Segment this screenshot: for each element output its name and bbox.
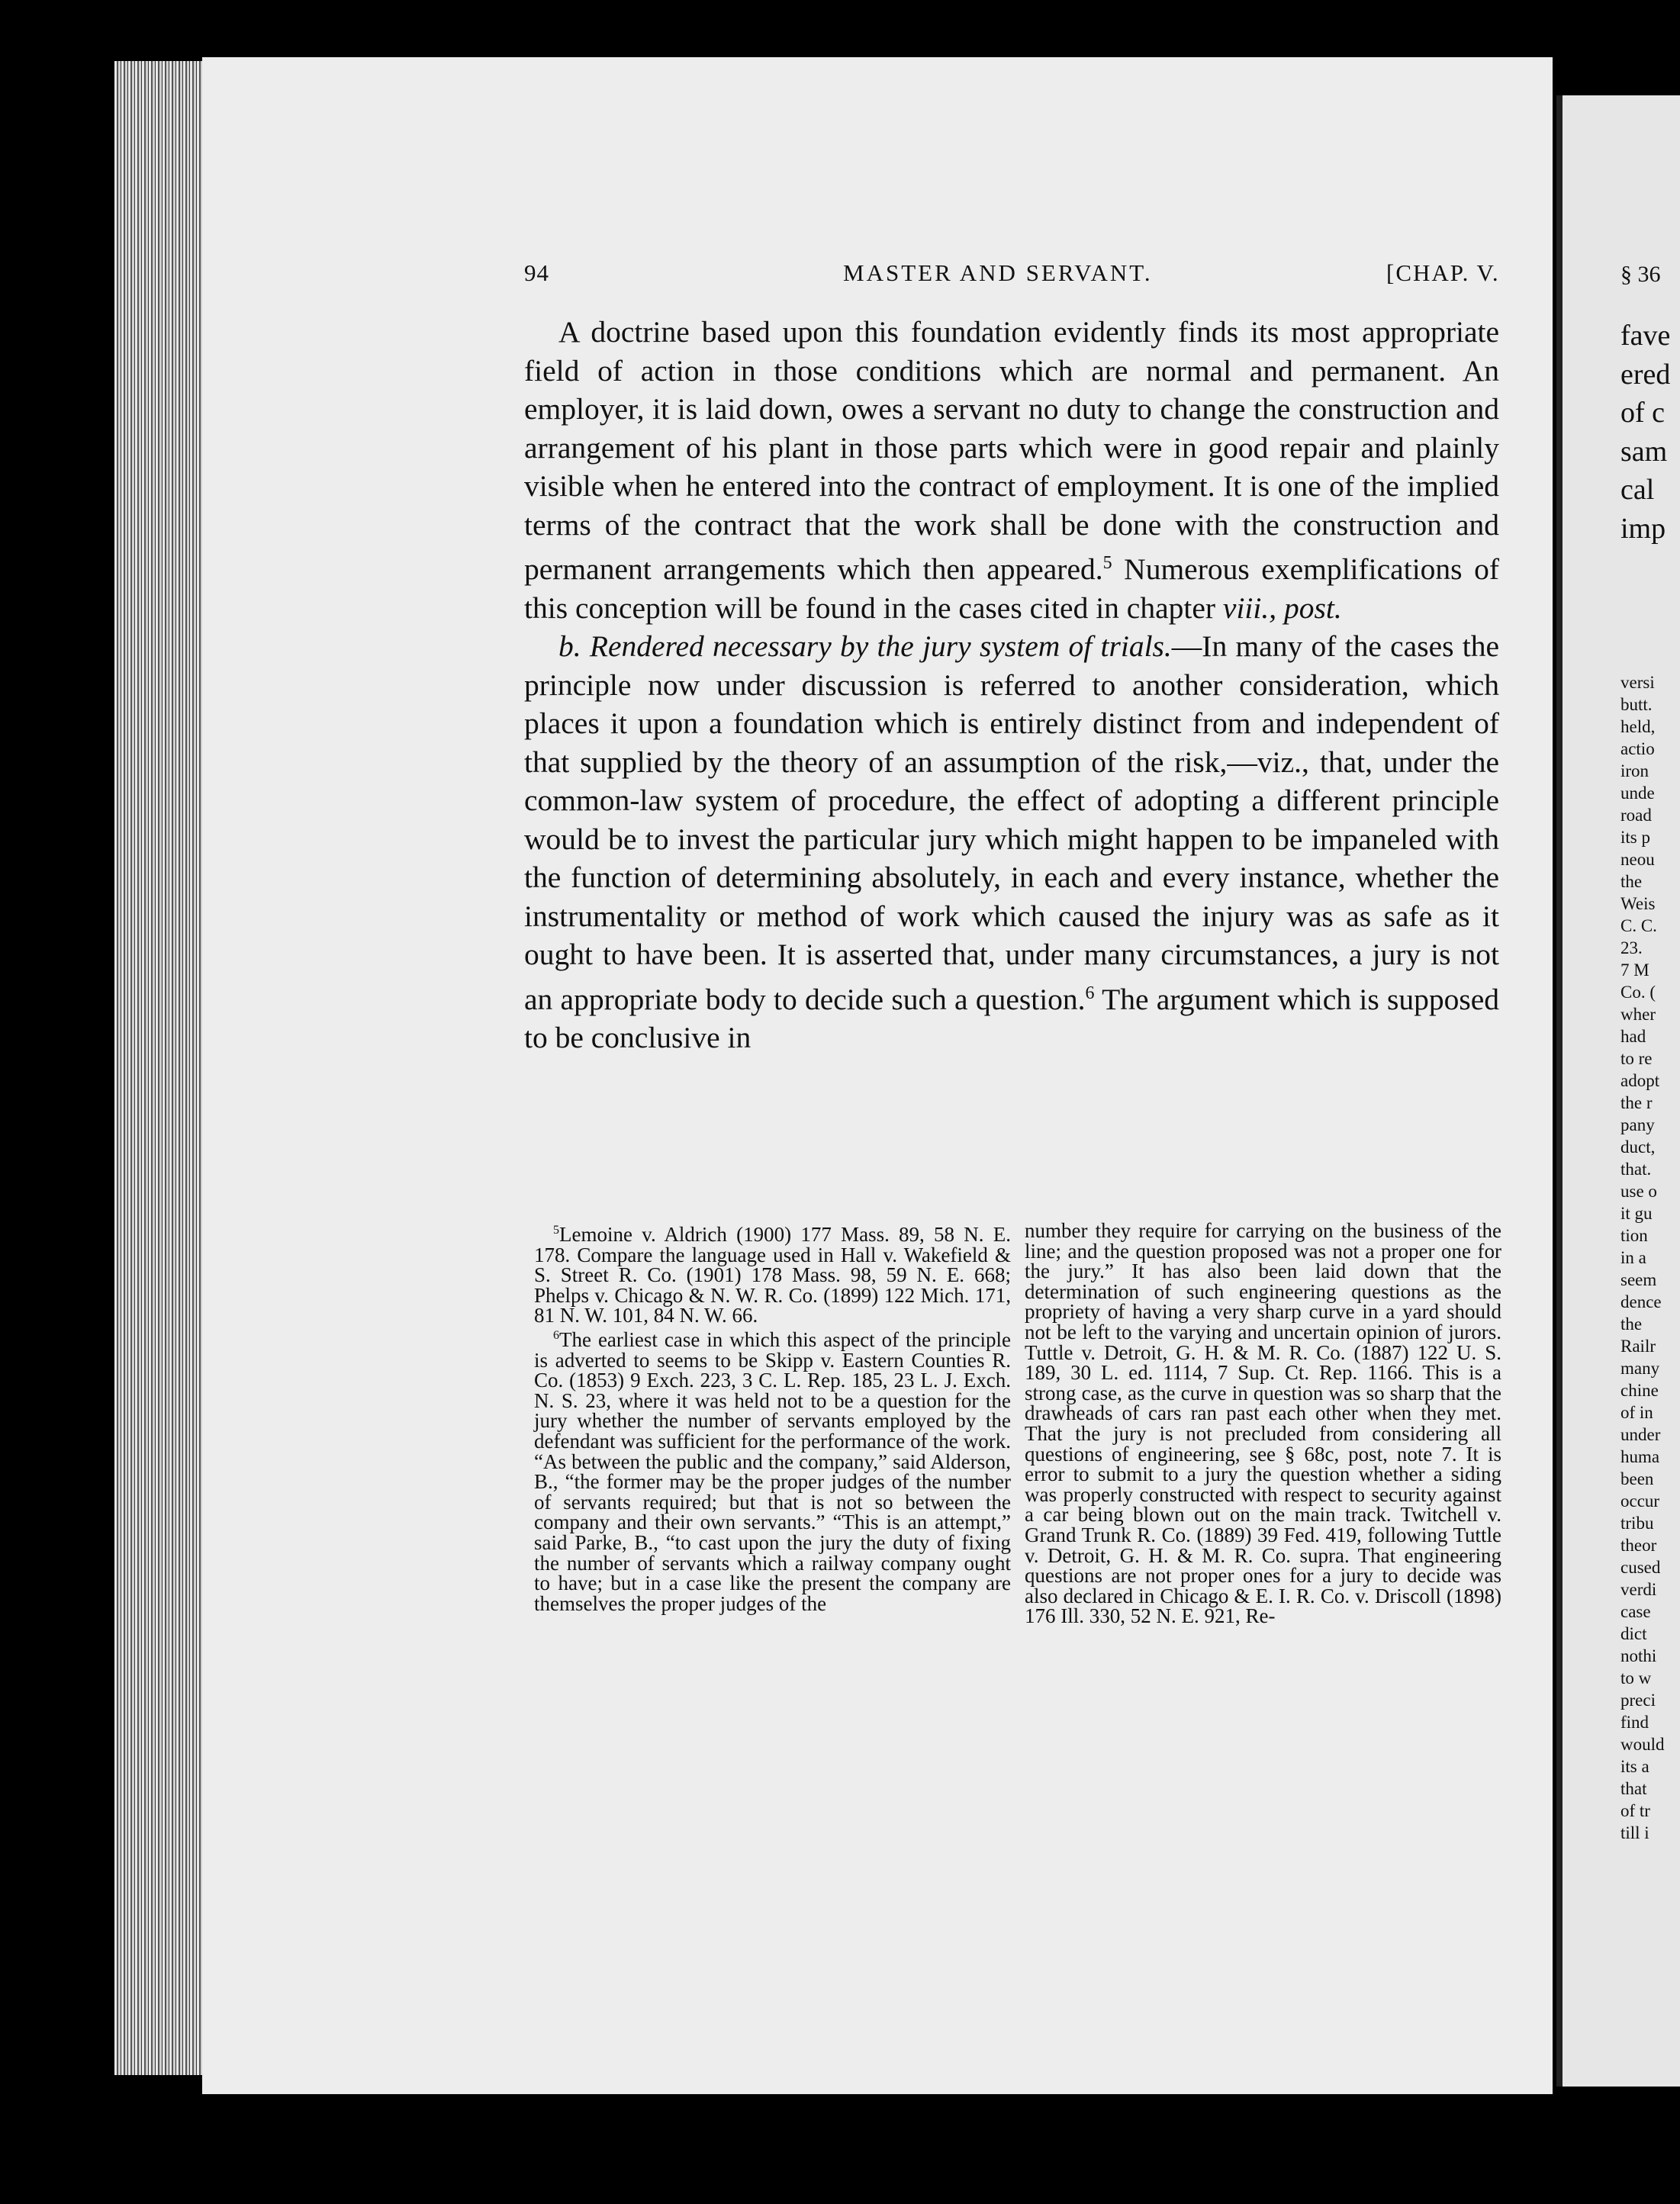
- facing-footnote-line: preci: [1620, 1691, 1656, 1710]
- header-title: MASTER AND SERVANT.: [843, 259, 1153, 286]
- facing-footnote-line: find: [1620, 1713, 1649, 1732]
- facing-footnote-line: its a: [1620, 1757, 1649, 1776]
- facing-footnote-line: cused: [1620, 1558, 1661, 1577]
- facing-page-head: § 36: [1620, 262, 1661, 287]
- footnote-column-right: [1025, 1221, 1501, 1626]
- facing-footnote-line: verdi: [1620, 1580, 1657, 1599]
- facing-footnote-line: iron: [1620, 761, 1649, 780]
- footnote: [1025, 1221, 1501, 1626]
- facing-footnote-line: C. C.: [1620, 916, 1657, 935]
- facing-footnote-line: the: [1620, 1314, 1643, 1334]
- facing-footnote-line: that.: [1620, 1160, 1652, 1179]
- footnote-text: Lemoine v. Aldrich (1900) 177 Mass. 89, 58 N. E. 178. Compare the language used in Hall v. Wakefield & S. Street R. Co. (1901) 178 Mass. 98, 59 N. E. 668; Phelps v. Chicago & N. W. R. Co. (1899) 122 Mich. 171, 81 N. W. 101, 84 N. W. 66.: [534, 1223, 1011, 1327]
- paragraph-text: —In many of the cases the principle now under discussion is referred to another consideration, which places it upon a foundation which is entirely distinct from and independent of that supplied by the theory of an assumption of the risk,—viz., that, under the common-law system of procedure, the effect of adopting a different principle would be to invest the particular jury which might happen to be impaneled with the function of determining absolutely, in each and every instance, whether the instrumentality or method of work which caused the injury was as safe as it ought to have been. It is asserted that, under many circumstances, a jury is not an appropriate body to decide such a question.: [524, 629, 1499, 1016]
- facing-footnote-line: adopt: [1620, 1071, 1660, 1090]
- facing-line: cal: [1620, 474, 1655, 506]
- chapter-reference: viii., post.: [1222, 590, 1342, 625]
- footnote: [534, 1326, 1011, 1614]
- facing-footnote-line: 23.: [1620, 938, 1643, 957]
- paragraph: [524, 627, 1499, 1057]
- facing-footnote-line: under: [1620, 1425, 1661, 1444]
- facing-footnote-line: Co. (: [1620, 983, 1656, 1002]
- facing-footnote-line: the: [1620, 872, 1643, 891]
- facing-footnote-line: its p: [1620, 828, 1650, 847]
- footnote-text: The earliest case in which this aspect of the principle is adverted to seems to be Skipp v. Eastern Counties R. Co. (1853) 9 Exch. 223, 3 C. L. Rep. 185, 23 L. J. Exch. N. S. 23, where it was held not to be a question for the jury whether the number of servants employed by the defendant was sufficient for the performance of the work. “As between the public and the company,” said Alderson, B., “the former may be the proper judges of the number of servants required; but that is not so between the company and their own servants.” “This is an attempt,” said Parke, B., “to cast upon the jury the duty of fixing the number of servants which a railway company ought to have; but in a case like the present the company are themselves the proper judges of the: [534, 1327, 1011, 1615]
- facing-footnote-line: tribu: [1620, 1514, 1654, 1533]
- facing-footnote-line: would: [1620, 1735, 1665, 1754]
- paragraph: [524, 313, 1499, 627]
- facing-footnote-line: that: [1620, 1779, 1647, 1798]
- page-number: 94: [524, 259, 549, 286]
- facing-line: ered: [1620, 358, 1671, 391]
- facing-line: of c: [1620, 397, 1666, 429]
- facing-footnote-line: 7 M: [1620, 960, 1649, 980]
- chapter-ref: [CHAP. V.: [1386, 259, 1500, 286]
- facing-footnote-line: nothi: [1620, 1646, 1657, 1665]
- facing-footnote-line: case: [1620, 1602, 1651, 1621]
- facing-page-body: [1620, 317, 1670, 548]
- facing-footnote-line: to w: [1620, 1668, 1652, 1688]
- facing-footnote-line: road: [1620, 806, 1652, 825]
- facing-footnote-line: had: [1620, 1027, 1646, 1046]
- facing-footnote-line: of tr: [1620, 1801, 1650, 1820]
- facing-footnote-line: it gu: [1620, 1204, 1653, 1223]
- facing-footnote-line: dict: [1620, 1624, 1647, 1643]
- facing-footnote-line: tion: [1620, 1226, 1648, 1245]
- facing-footnote-line: the r: [1620, 1093, 1653, 1112]
- facing-footnote-line: huma: [1620, 1447, 1660, 1466]
- facing-footnote-line: Weis: [1620, 894, 1656, 913]
- running-head: [524, 259, 1516, 290]
- footnote-text: number they require for carrying on the business of the line; and the question proposed was not a proper one for the jury.” It has also been laid down that the determination of such engineering questions as the propriety of having a very sharp curve in a yard should not be left to the varying and uncertain opinion of jurors. Tuttle v. Detroit, G. H. & M. R. Co. (1887) 122 U. S. 189, 30 L. ed. 1114, 7 Sup. Ct. Rep. 1166. This is a strong case, as the curve in question was so sharp that the drawheads of cars ran past each other when they met. That the jury is not precluded from considering all questions of engineering, see § 68c, post, note 7. It is error to submit to a jury the question whether a siding was properly constructed with respect to security against a car being blown out on the main track. Twitchell v. Grand Trunk R. Co. (1889) 39 Fed. 419, following Tuttle v. Detroit, G. H. & M. R. Co. supra. That engineering questions are not proper ones for a jury to decide was also declared in Chicago & E. I. R. Co. v. Driscoll (1898) 176 Ill. 330, 52 N. E. 921, Re-: [1025, 1219, 1501, 1628]
- facing-footnote-line: dence: [1620, 1292, 1662, 1311]
- facing-footnote-line: of in: [1620, 1403, 1653, 1422]
- section-heading: b. Rendered necessary by the jury system of trials.: [558, 629, 1172, 664]
- facing-page: [1556, 95, 1680, 2087]
- facing-footnote-line: to re: [1620, 1049, 1653, 1068]
- facing-footnote-line: in a: [1620, 1248, 1646, 1267]
- footnotes: [534, 1221, 1501, 1626]
- footnote-number: 6: [553, 1328, 559, 1342]
- footnote-column-left: [534, 1221, 1011, 1626]
- facing-line: imp: [1620, 512, 1666, 545]
- facing-footnote-line: many: [1620, 1359, 1660, 1378]
- facing-line: sam: [1620, 435, 1668, 468]
- footnote-number: 5: [553, 1224, 559, 1237]
- facing-footnote-line: use o: [1620, 1182, 1657, 1201]
- book-page-edges: [114, 61, 202, 2075]
- facing-footnote-line: theor: [1620, 1536, 1657, 1555]
- facing-footnote-line: chine: [1620, 1381, 1659, 1400]
- facing-footnote-line: unde: [1620, 783, 1655, 803]
- facing-footnote-line: been: [1620, 1469, 1654, 1488]
- facing-footnote-line: versi: [1620, 673, 1655, 692]
- facing-footnote-line: held,: [1620, 717, 1656, 736]
- facing-line: fave: [1620, 320, 1671, 352]
- footnote-marker: 6: [1085, 983, 1095, 1003]
- facing-footnote-line: seem: [1620, 1270, 1657, 1289]
- paragraph-text: A doctrine based upon this foundation evidently finds its most appropriate field of action in those conditions which are normal and permanent. An employer, it is laid down, owes a servant no duty to change the construction and arrangement of his plant in those parts which were in good repair and plainly visible when he entered into the contract of employment. It is one of the implied terms of the contract that the work shall be done with the construction and permanent arrangements which then appeared.: [524, 315, 1499, 587]
- facing-page-footnotes: [1620, 671, 1665, 1844]
- footnote-marker: 5: [1102, 553, 1112, 573]
- facing-footnote-line: duct,: [1620, 1137, 1656, 1157]
- paragraph-text: Numerous exemplifications of this conception will be found in the cases cited in chapter: [524, 552, 1499, 625]
- facing-footnote-line: neou: [1620, 850, 1655, 869]
- body-text: [524, 313, 1499, 1057]
- facing-footnote-line: till i: [1620, 1823, 1649, 1842]
- facing-footnote-line: pany: [1620, 1115, 1655, 1134]
- facing-footnote-line: wher: [1620, 1005, 1656, 1024]
- paragraph-text: The argument which is supposed to be conclusive in: [524, 982, 1499, 1055]
- facing-footnote-line: Railr: [1620, 1337, 1656, 1356]
- footnote: [534, 1221, 1011, 1326]
- facing-footnote-line: actio: [1620, 739, 1655, 758]
- facing-footnote-line: butt.: [1620, 695, 1653, 714]
- facing-footnote-line: occur: [1620, 1491, 1660, 1511]
